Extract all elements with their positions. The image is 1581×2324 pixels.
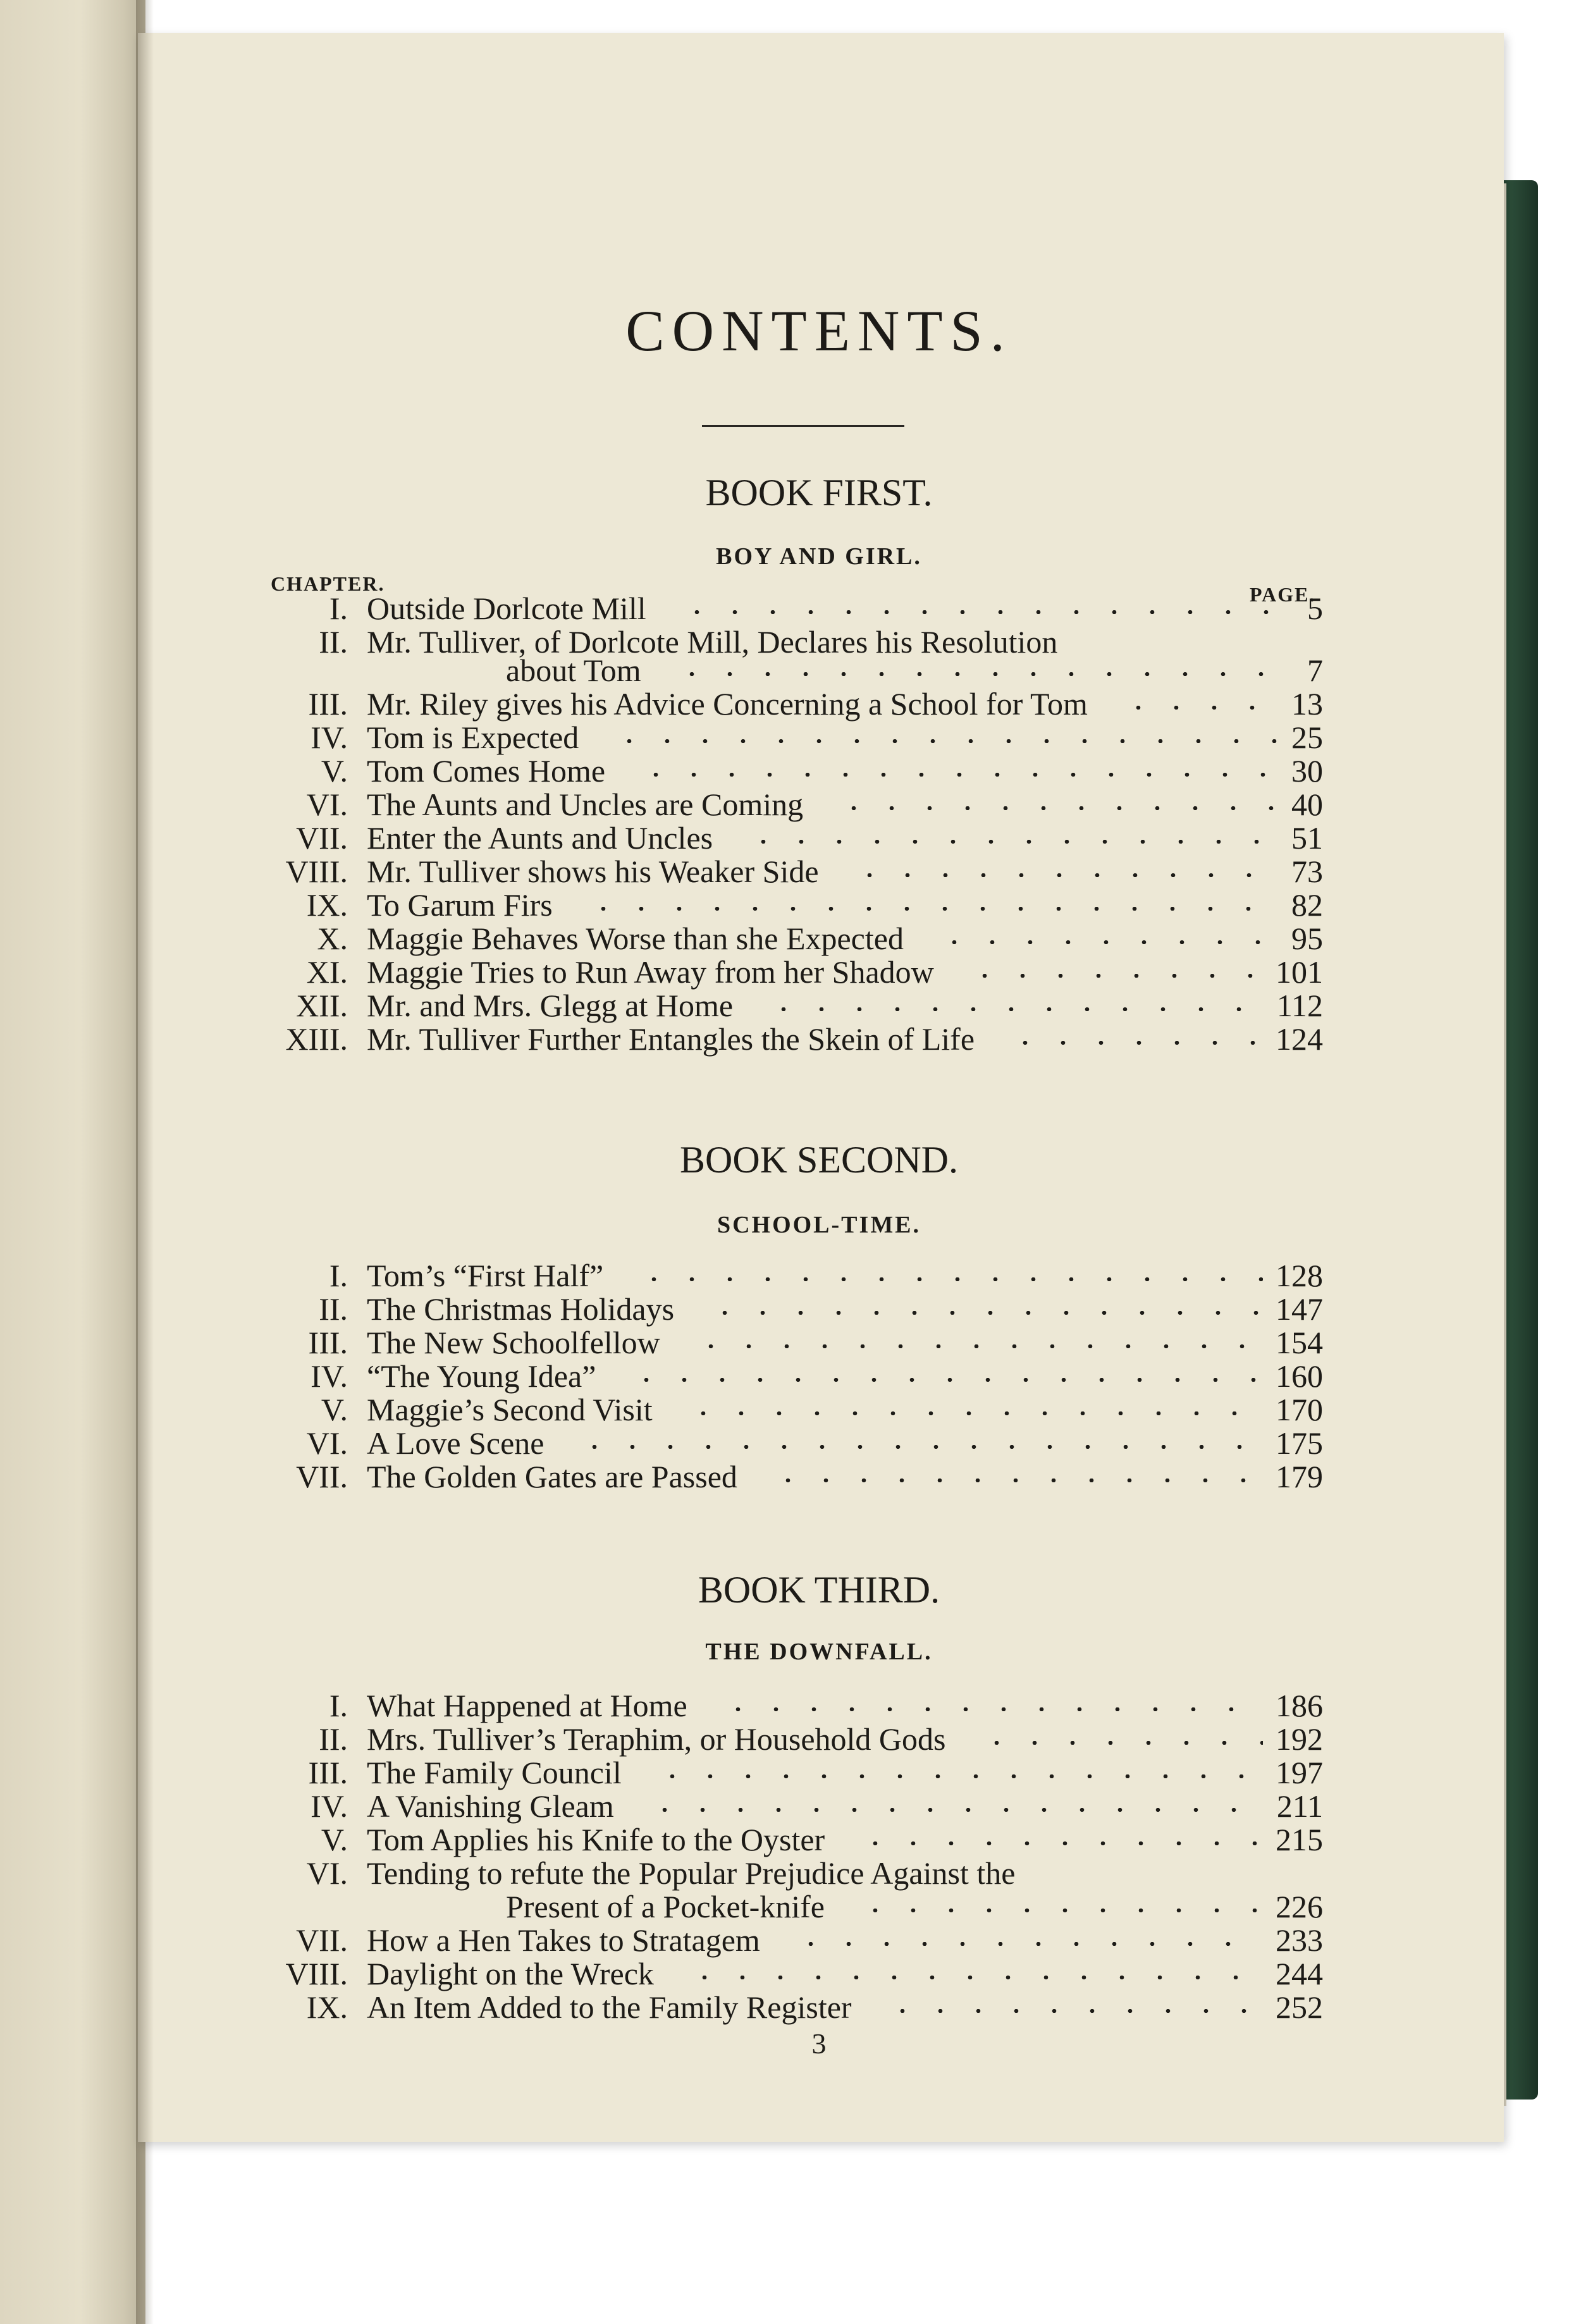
page-ref: 51 bbox=[1291, 820, 1323, 856]
chapter-number: V. bbox=[321, 1822, 348, 1857]
toc-entry bbox=[0, 1722, 1581, 1756]
chapter-title: Maggie Behaves Worse than she Expected bbox=[367, 921, 904, 956]
leader-dots bbox=[610, 739, 1279, 743]
page-ref: 112 bbox=[1276, 988, 1323, 1023]
chapter-title: Tom’s “First Half” bbox=[367, 1258, 604, 1293]
chapter-title-continued: about Tom bbox=[506, 653, 641, 688]
toc-entry bbox=[0, 988, 1581, 1023]
leader-dots bbox=[684, 1411, 1263, 1415]
book-title-first: BOOK FIRST. bbox=[705, 472, 933, 513]
page-ref: 147 bbox=[1276, 1291, 1323, 1327]
page-ref: 215 bbox=[1276, 1822, 1323, 1857]
leader-dots bbox=[653, 1774, 1263, 1778]
chapter-title: A Vanishing Gleam bbox=[367, 1788, 614, 1824]
toc-entry bbox=[0, 1258, 1581, 1293]
chapter-number: X. bbox=[317, 921, 348, 956]
chapter-number: V. bbox=[321, 753, 348, 789]
toc-entry bbox=[0, 854, 1581, 888]
page-ref: 82 bbox=[1291, 887, 1323, 923]
toc-entry bbox=[0, 1823, 1581, 1857]
toc-entry bbox=[0, 955, 1581, 989]
leader-dots bbox=[706, 1311, 1263, 1315]
chapter-title: Mr. and Mrs. Glegg at Home bbox=[367, 988, 734, 1023]
book-subtitle-second: SCHOOL-TIME. bbox=[717, 1212, 921, 1238]
chapter-number: II. bbox=[319, 1721, 348, 1757]
chapter-title: Tom Applies his Knife to the Oyster bbox=[367, 1822, 825, 1857]
toc-entry bbox=[0, 1292, 1581, 1326]
toc-entry bbox=[0, 1325, 1581, 1360]
chapter-number: VI. bbox=[306, 787, 348, 822]
toc-entry bbox=[0, 1393, 1581, 1427]
chapter-title-continued: Present of a Pocket-knife bbox=[506, 1889, 825, 1924]
page-ref: 226 bbox=[1276, 1889, 1323, 1924]
toc-entry bbox=[0, 1688, 1581, 1723]
page-ref: 175 bbox=[1276, 1425, 1323, 1461]
page-ref: 5 bbox=[1307, 591, 1323, 626]
leader-dots bbox=[584, 907, 1279, 911]
book-title-third: BOOK THIRD. bbox=[698, 1569, 940, 1611]
chapter-title: Tending to refute the Popular Prejudice Against the bbox=[367, 1855, 1016, 1891]
title-rule bbox=[702, 425, 904, 427]
chapter-title: Tom is Expected bbox=[367, 720, 579, 755]
leader-dots bbox=[673, 672, 1295, 676]
chapter-title: Mr. Riley gives his Advice Concerning a School for Tom bbox=[367, 686, 1088, 722]
chapter-title: Enter the Aunts and Uncles bbox=[367, 820, 713, 856]
chapter-title: An Item Added to the Family Register bbox=[367, 1989, 852, 2025]
toc-entry bbox=[0, 787, 1581, 821]
leader-dots bbox=[883, 2009, 1263, 2013]
leader-dots bbox=[978, 1741, 1263, 1745]
chapter-number: VIII. bbox=[285, 854, 348, 889]
chapter-number: II. bbox=[319, 1291, 348, 1327]
page-ref: 170 bbox=[1276, 1392, 1323, 1427]
chapter-number: IV. bbox=[311, 720, 348, 755]
leader-dots bbox=[692, 1344, 1263, 1348]
page-ref: 40 bbox=[1291, 787, 1323, 822]
leader-dots bbox=[627, 1378, 1263, 1382]
toc-entry bbox=[0, 1426, 1581, 1460]
chapter-number: VII. bbox=[296, 820, 348, 856]
chapter-number: III. bbox=[308, 1325, 348, 1360]
leader-dots bbox=[637, 773, 1279, 777]
chapter-title: Maggie Tries to Run Away from her Shadow bbox=[367, 954, 934, 990]
chapter-number: IV. bbox=[311, 1788, 348, 1824]
chapter-number: V. bbox=[321, 1392, 348, 1427]
toc-entry bbox=[0, 687, 1581, 721]
book-subtitle-first: BOY AND GIRL. bbox=[716, 543, 922, 570]
page-ref: 197 bbox=[1276, 1755, 1323, 1790]
toc-entry bbox=[0, 1990, 1581, 2024]
page-ref: 160 bbox=[1276, 1358, 1323, 1394]
toc-entry bbox=[0, 1460, 1581, 1494]
book-subtitle-third: THE DOWNFALL. bbox=[705, 1638, 933, 1665]
toc-entry bbox=[0, 591, 1581, 625]
leader-dots bbox=[635, 1277, 1263, 1281]
leader-dots bbox=[851, 873, 1279, 877]
chapter-number: IV. bbox=[311, 1358, 348, 1394]
page-ref: 244 bbox=[1276, 1956, 1323, 1991]
page-ref: 7 bbox=[1307, 653, 1323, 688]
chapter-number: III. bbox=[308, 1755, 348, 1790]
chapter-title: Maggie’s Second Visit bbox=[367, 1392, 653, 1427]
chapter-number: I. bbox=[329, 1258, 348, 1293]
toc-entry bbox=[0, 921, 1581, 956]
leader-dots bbox=[646, 1808, 1264, 1812]
leader-dots bbox=[835, 806, 1279, 810]
chapter-title: Mr. Tulliver shows his Weaker Side bbox=[367, 854, 819, 889]
chapter-title: The Family Council bbox=[367, 1755, 622, 1790]
chapter-title: To Garum Firs bbox=[367, 887, 553, 923]
toc-entry bbox=[0, 1022, 1581, 1056]
chapter-title: The New Schoolfellow bbox=[367, 1325, 660, 1360]
chapter-number: I. bbox=[329, 591, 348, 626]
page-ref: 211 bbox=[1276, 1788, 1323, 1824]
page-ref: 95 bbox=[1291, 921, 1323, 956]
chapter-number: IX. bbox=[306, 887, 348, 923]
leader-dots bbox=[719, 1707, 1263, 1711]
chapter-title: A Love Scene bbox=[367, 1425, 544, 1461]
toc-entry bbox=[0, 1789, 1581, 1823]
leader-dots bbox=[769, 1479, 1263, 1482]
page-ref: 252 bbox=[1276, 1989, 1323, 2025]
contents-title: CONTENTS. bbox=[625, 298, 1012, 363]
page-ref: 25 bbox=[1291, 720, 1323, 755]
chapter-number: VII. bbox=[296, 1922, 348, 1958]
chapter-number: II. bbox=[319, 624, 348, 660]
toc-entry bbox=[0, 1856, 1581, 1924]
leader-dots bbox=[686, 1976, 1263, 1979]
toc-entry bbox=[0, 1923, 1581, 1957]
chapter-number: VI. bbox=[306, 1425, 348, 1461]
toc-entry bbox=[0, 1359, 1581, 1393]
page-ref: 13 bbox=[1291, 686, 1323, 722]
page-ref: 233 bbox=[1276, 1922, 1323, 1958]
toc-entry bbox=[0, 1957, 1581, 1991]
chapter-title: “The Young Idea” bbox=[367, 1358, 596, 1394]
chapter-column-label: CHAPTER. bbox=[271, 572, 385, 595]
leader-dots bbox=[856, 1909, 1263, 1912]
page-ref: 30 bbox=[1291, 753, 1323, 789]
chapter-title: The Golden Gates are Passed bbox=[367, 1459, 737, 1494]
leader-dots bbox=[935, 940, 1279, 944]
chapter-title: The Aunts and Uncles are Coming bbox=[367, 787, 804, 822]
chapter-title: What Happened at Home bbox=[367, 1688, 687, 1723]
chapter-number: III. bbox=[308, 686, 348, 722]
leader-dots bbox=[1006, 1041, 1263, 1045]
page-ref: 154 bbox=[1276, 1325, 1323, 1360]
page-ref: 124 bbox=[1276, 1021, 1323, 1057]
chapter-title: Mr. Tulliver Further Entangles the Skein of Life bbox=[367, 1021, 975, 1057]
chapter-number: VII. bbox=[296, 1459, 348, 1494]
toc-entry bbox=[0, 1755, 1581, 1790]
leader-dots bbox=[966, 974, 1263, 978]
chapter-title: How a Hen Takes to Stratagem bbox=[367, 1922, 760, 1958]
page-number: 3 bbox=[811, 2027, 827, 2060]
toc-entry bbox=[0, 625, 1581, 687]
chapter-number: VI. bbox=[306, 1855, 348, 1891]
toc-entry bbox=[0, 888, 1581, 922]
chapter-number: IX. bbox=[306, 1989, 348, 2025]
page-ref: 128 bbox=[1276, 1258, 1323, 1293]
chapter-title: Daylight on the Wreck bbox=[367, 1956, 654, 1991]
book-title-second: BOOK SECOND. bbox=[679, 1139, 959, 1181]
chapter-title: Outside Dorlcote Mill bbox=[367, 591, 646, 626]
chapter-title: Mrs. Tulliver’s Teraphim, or Household Gods bbox=[367, 1721, 946, 1757]
chapter-number: XI. bbox=[306, 954, 348, 990]
chapter-number: VIII. bbox=[285, 1956, 348, 1991]
toc-entry bbox=[0, 754, 1581, 788]
page-ref: 192 bbox=[1276, 1721, 1323, 1757]
chapter-title: The Christmas Holidays bbox=[367, 1291, 675, 1327]
toc-entry bbox=[0, 720, 1581, 754]
toc-entry bbox=[0, 821, 1581, 855]
chapter-title: Mr. Tulliver, of Dorlcote Mill, Declares his Resolution bbox=[367, 624, 1058, 660]
chapter-number: XII. bbox=[296, 988, 348, 1023]
chapter-title: Tom Comes Home bbox=[367, 753, 606, 789]
leader-dots bbox=[856, 1841, 1263, 1845]
leader-dots bbox=[765, 1007, 1264, 1011]
leader-dots bbox=[792, 1942, 1263, 1946]
leader-dots bbox=[678, 610, 1295, 614]
chapter-number: I. bbox=[329, 1688, 348, 1723]
page-ref: 186 bbox=[1276, 1688, 1323, 1723]
leader-dots bbox=[575, 1445, 1263, 1449]
page-ref: 73 bbox=[1291, 854, 1323, 889]
page-column-label: PAGE. bbox=[1250, 583, 1316, 606]
leader-dots bbox=[744, 840, 1279, 844]
page-ref: 179 bbox=[1276, 1459, 1323, 1494]
page-ref: 101 bbox=[1276, 954, 1323, 990]
chapter-number: XIII. bbox=[285, 1021, 348, 1057]
leader-dots bbox=[1119, 706, 1279, 710]
